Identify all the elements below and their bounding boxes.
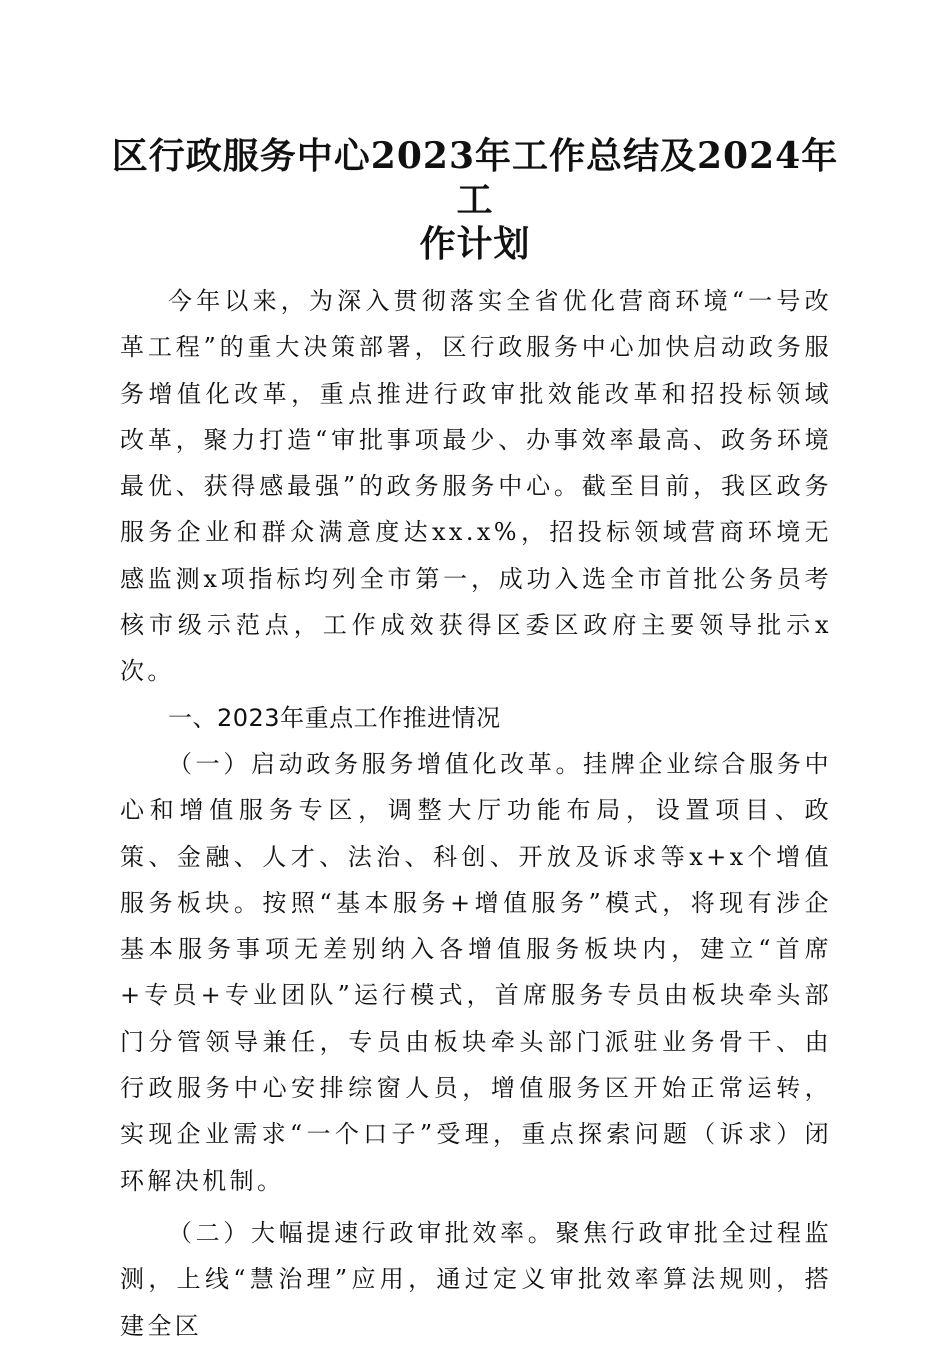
document-title (110, 134, 840, 266)
title-line-2: 作计划 (419, 223, 531, 265)
item-2-body-line-1: 聚焦行政审批全过程监测， (120, 1218, 832, 1294)
item-2-body-rest: 上线“慧治理”应用，通过定义审批效率算法规则，搭建全区 (120, 1265, 832, 1340)
item-2-paragraph (120, 1210, 832, 1349)
title-line-1: 区行政服务中心2023年工作总结及2024年工 (111, 135, 839, 221)
item-1-heading: （一）启动政务服务增值化改革。 (168, 749, 584, 778)
section-heading: 一、2023年重点工作推进情况 (168, 703, 501, 732)
document-body (120, 278, 832, 1349)
intro-paragraph: 今年以来，为深入贯彻落实全省优化营商环境“一号改革工程”的重大决策部署，区行政服务中心加快启动政务服务增值化改革，重点推进行政审批效能改革和招投标领域改革，聚力打造“审批事项最少、办事效率最高、政务环境最优、获得感最强”的政务服务中心。截至目前，我区政务服务企业和群众满意度达xx.x%，招投标领域营商环境无感监测x项指标均列全市第一，成功入选全市首批公务员考核市级示范点，工作成效获得区委区政府主要领导批示x次。 (120, 287, 832, 686)
item-1-body: 挂牌企业综合服务中心和增值服务专区，调整大厅功能布局，设置项目、政策、金融、人才、法治、科创、开放及诉求等x+x个增值服务板块。按照“基本服务+增值服务”模式，将现有涉企基本服务事项无差别纳入各增值服务板块内，建立“首席+专员+专业团队”运行模式，首席服务专员由板块牵头部门分管领导兼任，专员由板块牵头部门派驻业务骨干、由行政服务中心安排综窗人员，增值服务区开始正常运转，实现企业需求“一个口子”受理，重点探索问题（诉求）闭环解决机制。 (120, 749, 832, 1195)
item-2-heading: （二）大幅提速行政审批效率。 (168, 1218, 556, 1247)
item-1-paragraph (120, 741, 832, 1204)
